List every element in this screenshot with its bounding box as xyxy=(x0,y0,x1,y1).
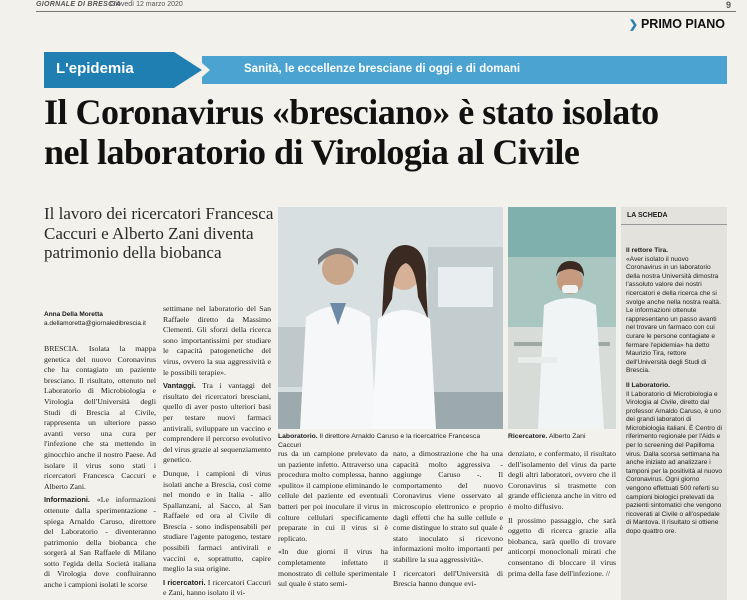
header-rule xyxy=(36,11,736,12)
info-box-title: LA SCHEDA xyxy=(621,207,727,225)
banner-tag: L'epidemia xyxy=(44,52,174,88)
issue-date: Giovedì 12 marzo 2020 xyxy=(110,1,183,8)
researcher-photo xyxy=(508,207,616,429)
lab-photo-image xyxy=(278,207,503,429)
page-number: 9 xyxy=(725,0,731,10)
banner-strip: Sanità, le eccellenze bresciane di oggi e di domani xyxy=(202,56,727,84)
section-label xyxy=(629,17,725,31)
paragraph: Il prossimo passaggio, che sarà oggetto di ricerca grazie alla biobanca, sarà quello di trovare anticorpi monoclonali mirati che consentano di bloccare il virus prima della fase dell'infezione. // xyxy=(508,515,616,578)
author-name: Anna Della Moretta xyxy=(44,311,103,318)
author-email: a.dellamoretta@giornaledibrescia.it xyxy=(44,320,146,327)
headline-line-1: Il Coronavirus «bresciano» è stato isolato xyxy=(44,92,659,132)
paragraph: BRESCIA. Isolata la mappa genetica del nuovo Coronavirus che ha contagiato un paziente bresciano. Il risultato, ottenuto nel Laboratorio di Microbiologia e Virologia dell'Università degli Studi di Brescia al Civile, rappresenta un ulteriore passo avanti verso una cura per l'infezione che sta mettendo in ginocchio anche il nostro Paese. Ad isolare il virus sono stati i ricercatori Francesca Caccuri e Alberto Zani. xyxy=(44,344,156,491)
body-column-2 xyxy=(163,304,271,600)
section-name: PRIMO PIANO xyxy=(640,17,725,31)
info-box xyxy=(621,207,727,600)
paragraph: Dunque, i campioni di virus isolati anche a Brescia, così come nel mondo e in Italia - allo Spallanzani, al Sacco, al San Raffaele ed ora al Civile di Brescia - sono indispensabili per studiare l'agente patogeno, testare possibili farmaci antivirali e vaccini e, soprattutto, capire meglio la sua origine. xyxy=(163,468,271,574)
paragraph-lead: Informazioni. xyxy=(44,495,90,505)
paragraph: «In due giorni il virus ha completamente infettato il monostrato di cellule sperimentale sul quale è stato semi- xyxy=(278,547,388,589)
lab-photo xyxy=(278,207,503,429)
newspaper-name: GIORNALE DI BRESCIA xyxy=(36,1,122,8)
photo-caption-2: Ricercatore. Alberto Zani xyxy=(508,433,586,440)
caption-lead: Laboratorio. xyxy=(278,433,318,440)
paragraph-lead: I ricercatori. xyxy=(163,577,206,587)
paragraph: I ricercatori dell'Università di Brescia hanno dunque evi- xyxy=(393,568,503,589)
paragraph-lead: Vantaggi. xyxy=(163,381,196,391)
headline-line-2: nel laboratorio di Virologia al Civile xyxy=(44,132,580,172)
photo-caption-1: Laboratorio. Il direttore Arnaldo Caruso e la ricercatrice Francesca Caccuri xyxy=(278,433,481,449)
info-box-body xyxy=(621,225,727,537)
paragraph: Informazioni. «Le informazioni ottenute dalla sperimentazione - spiega Arnaldo Caruso, direttore del Laboratorio - diventeranno patrimonio della biobanca che sorgerà al San Raffaele di Milano sotto l'egida della Società italiana di Virologia dove confluiranno anche i campioni isolati le scorse xyxy=(44,495,157,590)
researcher-photo-image xyxy=(508,207,616,429)
paragraph: Vantaggi. Tra i vantaggi del risultato dei ricercatori bresciani, quello di aver posto ulteriori basi per testare nuovi farmaci antivirali, sviluppare un vaccino e comprendere il percorso evolutivo del virus grazie al sequenziamento genetico. xyxy=(163,381,271,465)
info-lead: Il Laboratorio. xyxy=(626,381,670,389)
banner-arrow xyxy=(174,52,202,88)
body-column-1 xyxy=(44,344,156,594)
chevron-right-icon: ❯ xyxy=(628,19,638,31)
info-paragraph: Il Laboratorio. Il Laboratorio di Microbiologia e Virologia al Civile, diretto dal professor Arnaldo Caruso, è uno dei grandi laboratori di Microbiologia italiani. È Centro di riferimento regionale per l'Aids e per lo screening del Papilloma virus. Dalla scorsa settimana ha anche iniziato ad analizzare i tamponi per la positività al nuovo Coronavirus. Ogni giorno vengono effettuati 500 referti su campioni biologici prelevati da pazienti sintomatici che vengono ricoverati al Civile o all'ospedale di Mantova. Il risultato si ottiene dopo quattro ore. xyxy=(626,381,723,535)
paragraph: settimane nel laboratorio del San Raffaele diretto da Massimo Clementi. Gli sforzi della ricerca sono importantissimi per studiare le capacità patogenetiche del virus, ovvero la sua aggressività e le possibili terapie». xyxy=(163,304,271,377)
topic-banner xyxy=(44,52,727,88)
body-column-3 xyxy=(278,449,388,593)
body-column-4 xyxy=(393,449,503,593)
paragraph: I ricercatori. I ricercatori Caccuri e Zani, hanno isolato il vi- xyxy=(163,577,271,598)
paragraph: rus da un campione prelevato da un paziente infetto. Attraverso una procedura molto complessa, hanno «pulito» il campione eliminando le cellule del paziente ed eventuali batteri per poi inoculare il virus in colture cellulari specificamente preparate in cui il virus si è replicato. xyxy=(278,449,388,543)
body-column-5 xyxy=(508,449,616,582)
caption-lead: Ricercatore. xyxy=(508,433,548,440)
paragraph: nato, a dimostrazione che ha una capacità molto aggressiva - aggiunge Caruso -. Il comportamento del nuovo Coronavirus viene osservato al microscopio elettronico e proprio dagli effetti che ha sulle cellule e come distingue lo strato sul quale è stato inoculato si ricevono informazioni molto importanti per stabilire la sua aggressività». xyxy=(393,449,503,564)
article-subhead: Il lavoro dei ricercatori Francesca Caccuri e Alberto Zani diventa patrimonio della biobanca xyxy=(44,204,274,262)
info-lead: Il rettore Tira. xyxy=(626,247,669,254)
paragraph: denziato, e confermato, il risultato dell'isolamento del virus da parte degli altri laboratori, ovvero che il Coronavirus si trasmette con grande efficienza anche in vitro ed è molto diffusivo. xyxy=(508,449,616,511)
article-headline xyxy=(44,92,724,172)
info-paragraph: Il rettore Tira. «Aver isolato il nuovo Coronavirus in un laboratorio della nostra Università dimostra l'assoluto valore dei nostri ricercatori e della ricerca che si svolge anche nella nostra realtà. Le informazioni ottenute rappresentano un passo avanti nel trovare un farmaco con cui curare le persone contagiate e fermare l'epidemia» ha detto Maurizio Tira, rettore dell'Università degli Studi di Brescia. xyxy=(626,247,721,375)
